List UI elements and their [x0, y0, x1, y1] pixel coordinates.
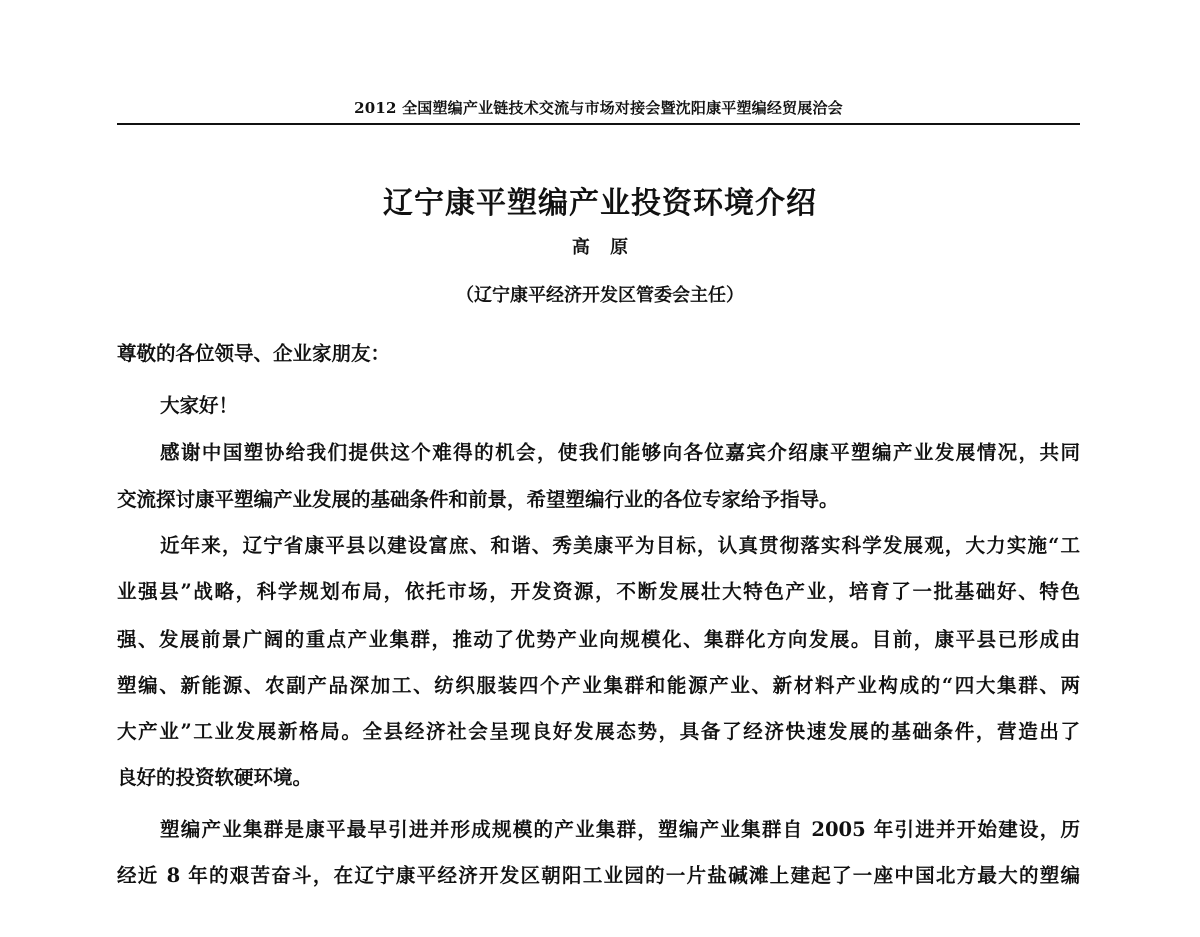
- header-rule: [117, 123, 1080, 125]
- author-affiliation: （辽宁康平经济开发区管委会主任）: [456, 285, 744, 306]
- greeting: 尊敬的各位领导、企业家朋友：: [117, 342, 391, 365]
- body-line: 近年来，辽宁省康平县以建设富庶、和谐、秀美康平为目标，认真贯彻落实科学发展观，大力实施“工: [160, 534, 1080, 557]
- body-line: 良好的投资软硬环境。: [117, 766, 313, 789]
- author: 高 原: [571, 237, 629, 258]
- body-line: 交流探讨康平塑编产业发展的基础条件和前景，希望塑编行业的各位专家给予指导。: [117, 488, 839, 511]
- running-header: 2012 全国塑编产业链技术交流与市场对接会暨沈阳康平塑编经贸展洽会: [354, 99, 843, 117]
- body-line: 大产业”工业发展新格局。全县经济社会呈现良好发展态势，具备了经济快速发展的基础条件，营造出了: [117, 720, 1080, 743]
- hello: 大家好！: [160, 394, 239, 417]
- body-line: 经近 8 年的艰苦奋斗，在辽宁康平经济开发区朝阳工业园的一片盐碱滩上建起了一座中国北方最大的塑编: [117, 864, 1080, 887]
- body-line: 感谢中国塑协给我们提供这个难得的机会，使我们能够向各位嘉宾介绍康平塑编产业发展情况，共同: [160, 441, 1080, 464]
- document-title: 辽宁康平塑编产业投资环境介绍: [383, 186, 817, 221]
- body-line: 塑编、新能源、农副产品深加工、纺织服装四个产业集群和能源产业、新材料产业构成的“四大集群、两: [117, 674, 1080, 697]
- body-line: 业强县”战略，科学规划布局，依托市场，开发资源，不断发展壮大特色产业，培育了一批基础好、特色: [117, 580, 1080, 603]
- body-line: 强、发展前景广阔的重点产业集群，推动了优势产业向规模化、集群化方向发展。目前，康平县已形成由: [117, 628, 1080, 651]
- body-line: 塑编产业集群是康平最早引进并形成规模的产业集群，塑编产业集群自 2005 年引进并开始建设，历: [160, 818, 1080, 841]
